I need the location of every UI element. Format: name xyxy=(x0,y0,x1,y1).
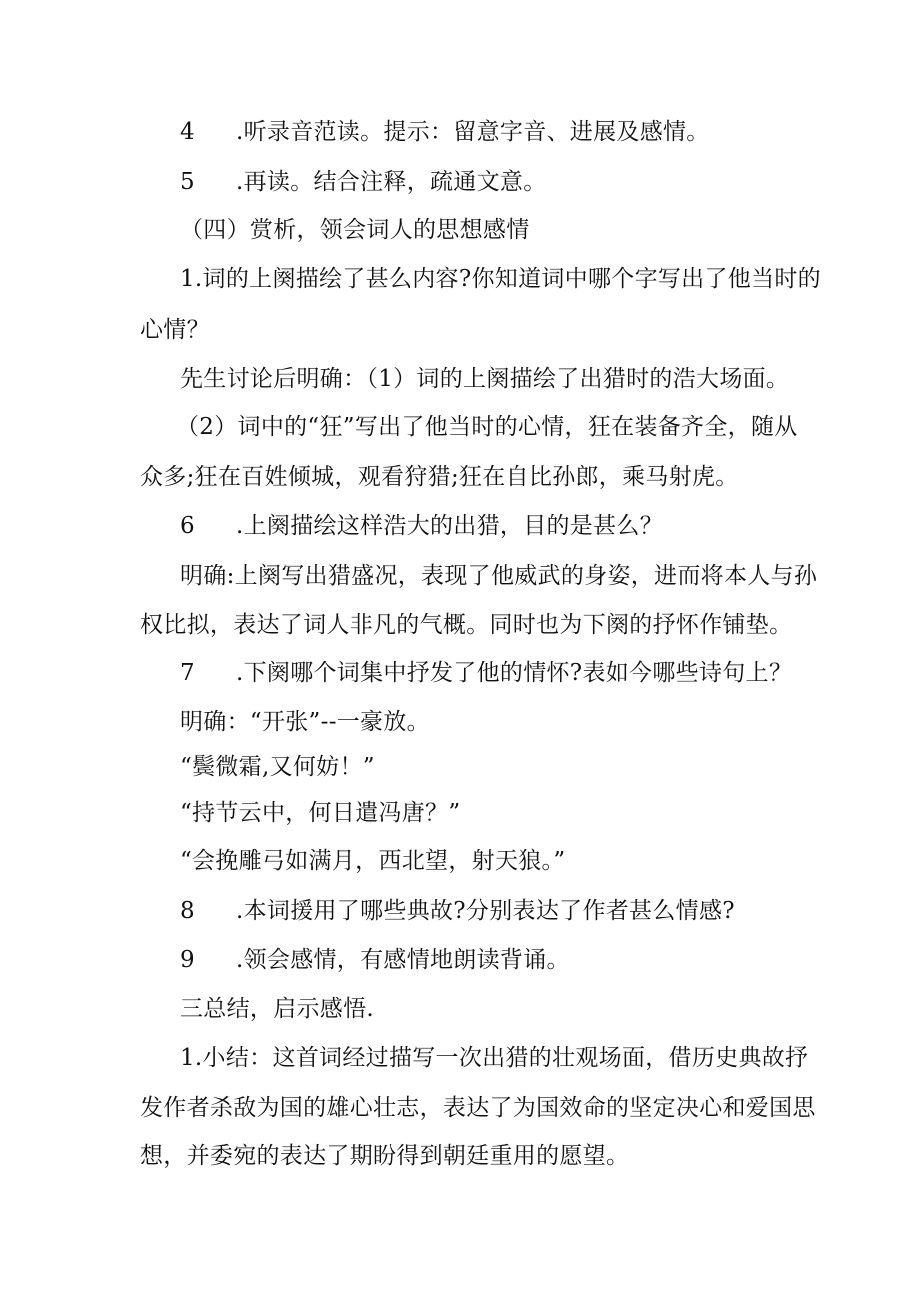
paragraph-text: .上阕描绘这样浩大的出猎，目的是甚么？ xyxy=(236,513,664,539)
list-number: 8 xyxy=(180,898,195,924)
paragraph-text: 心情？ xyxy=(140,317,210,343)
paragraph-text: .本词援用了哪些典故?分别表达了作者甚么情感? xyxy=(236,898,735,924)
paragraph-text: 1.小结：这首词经过描写一次出猎的壮观场面，借历史典故抒 xyxy=(180,1045,809,1071)
list-number: 5 xyxy=(180,169,195,195)
paragraph-text: 发作者杀敌为国的雄心壮志，表达了为国效命的坚定决心和爱国思 xyxy=(140,1095,816,1121)
paragraph-text: .再读。结合注释，疏通文意。 xyxy=(236,169,547,195)
paragraph-text: 众多;狂在百姓倾城，观看狩猎;狂在自比孙郎，乘马射虎。 xyxy=(140,464,739,490)
section-heading-text: （四）赏析，领会词人的思想感情 xyxy=(180,217,530,243)
quote-text: “持节云中，何日遣冯唐？” xyxy=(180,800,461,826)
paragraph-text: 明确：“开张”--一豪放。 xyxy=(180,709,430,735)
list-number: 4 xyxy=(180,119,195,145)
paragraph-text: 先生讨论后明确：（1）词的上阕描绘了出猎时的浩大场面。 xyxy=(180,366,790,392)
paragraph-text: .听录音范读。提示：留意字音、进展及感情。 xyxy=(236,119,710,145)
paragraph-text: 明确:上阕写出猎盛况，表现了他威武的身姿，进而将本人与孙 xyxy=(180,563,818,589)
paragraph-text: .下阕哪个词集中抒发了他的情怀?表如今哪些诗句上？ xyxy=(236,660,793,686)
paragraph-text: .领会感情，有感情地朗读背诵。 xyxy=(236,947,570,973)
list-number: 6 xyxy=(180,513,195,539)
section-heading-text: 三总结，启示感悟. xyxy=(180,996,375,1022)
paragraph-text: 1.词的上阕描绘了甚么内容?你知道词中哪个字写出了他当时的 xyxy=(180,266,821,292)
list-number: 7 xyxy=(180,660,195,686)
quote-text: “鬓微霜,又何妨！” xyxy=(180,754,375,780)
quote-text: “会挽雕弓如满月，西北望，射天狼。” xyxy=(180,848,566,874)
paragraph-text: 权比拟，表达了词人非凡的气概。同时也为下阕的抒怀作铺垫。 xyxy=(140,612,793,638)
paragraph-text: 想，并委宛的表达了期盼得到朝廷重用的愿望。 xyxy=(140,1143,630,1169)
list-number: 9 xyxy=(180,947,195,973)
paragraph-text: （2）词中的“狂”写出了他当时的心情，狂在装备齐全，随从 xyxy=(176,414,798,440)
